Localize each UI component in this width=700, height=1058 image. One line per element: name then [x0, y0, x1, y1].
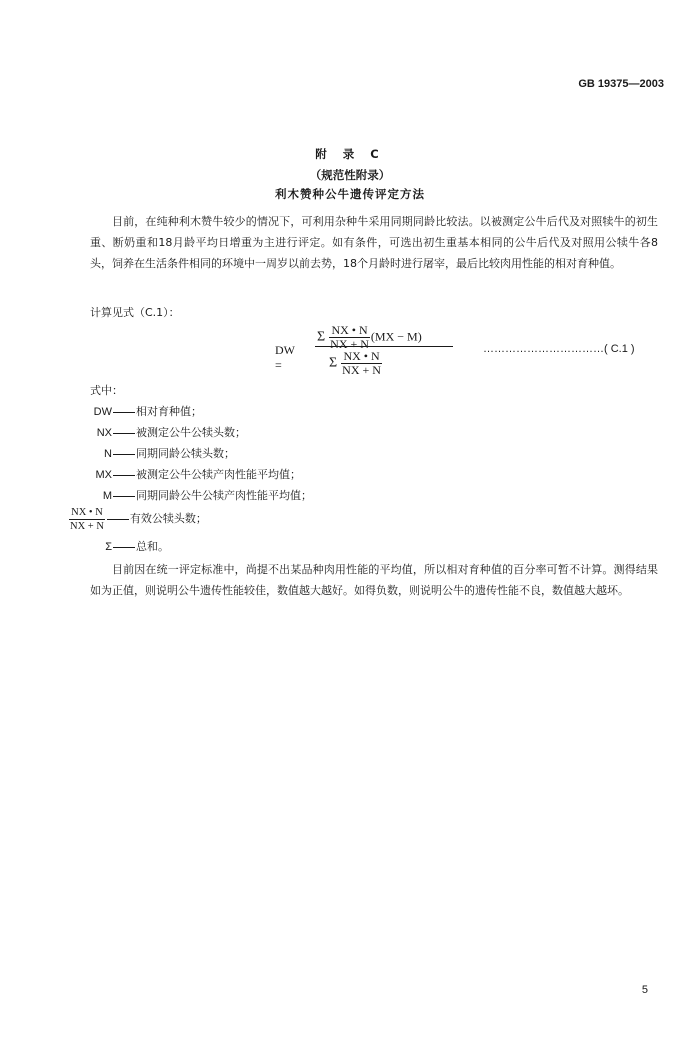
term-desc: 同期同龄公犊头数； [136, 447, 235, 460]
frac-num-top: NX • N [331, 323, 368, 337]
term-sigma [90, 538, 169, 554]
frac-den-top: NX + N [330, 337, 369, 351]
frac-num-bottom: NX • N [343, 349, 380, 363]
term-dash [113, 433, 135, 434]
formula-frac-bottom [340, 350, 383, 377]
term-desc: 被测定公牛公犊头数； [136, 426, 246, 439]
formula-eq-label: ( C.1 ) [604, 343, 635, 355]
term-symbol: NX [96, 427, 112, 439]
term-symbol: N [104, 448, 112, 460]
appendix-name: 利木赞种公牛遗传评定方法 [275, 187, 425, 201]
formula-leader [483, 343, 635, 355]
term-frac [68, 506, 106, 533]
term-symbol: MX [95, 469, 112, 481]
conclusion-paragraph: 目前因在统一评定标准中，尚提不出某品种肉用性能的平均值，所以相对育种值的百分率可暂不计算。测得结果如为正值，则说明公牛遗传性能较佳，数值越大越好。如得负数，则说明公牛的遗传性能不良，数值越大越坏。 [90, 563, 658, 597]
term-desc: 有效公犊头数； [129, 512, 207, 526]
term-effective [68, 506, 207, 533]
term-dash [113, 475, 135, 476]
formula-denominator [329, 350, 383, 377]
term-frac-num: NX • N [71, 507, 103, 518]
term-desc: 总和。 [136, 540, 169, 553]
appendix-title: 附 录 C [315, 147, 385, 161]
formula-main-bar [315, 346, 453, 347]
term-symbol: DW [93, 406, 112, 418]
frac-den-bottom: NX + N [342, 363, 381, 377]
term-desc: 被测定公牛公犊产肉性能平均值； [136, 468, 301, 481]
term-desc: 同期同龄公牛公犊产肉性能平均值； [136, 489, 312, 502]
term-dash [113, 547, 135, 548]
terms-label: 式中： [90, 384, 123, 397]
standard-code: GB 19375—2003 [578, 78, 664, 90]
term-mx [90, 466, 301, 482]
formula-sigma-top: Σ [317, 329, 326, 345]
page-number: 5 [641, 984, 648, 996]
term-dash [113, 454, 135, 455]
term-nx [90, 424, 246, 440]
term-dw [90, 403, 202, 419]
term-dash [107, 519, 129, 520]
formula-num-tail: (MX − M) [370, 329, 422, 344]
term-m [90, 487, 312, 503]
formula-lhs: DW = [275, 343, 295, 372]
term-frac-den: NX + N [70, 521, 104, 532]
term-symbol: M [102, 490, 112, 502]
term-dash [113, 412, 135, 413]
calc-intro: 计算见式（C.1）： [90, 306, 180, 319]
term-n [90, 445, 235, 461]
formula-dots: …………………………… [483, 343, 604, 355]
appendix-subtitle: （规范性附录） [309, 168, 391, 182]
term-symbol: Σ [105, 541, 112, 553]
term-dash [113, 496, 135, 497]
formula-sigma-bottom: Σ [329, 355, 338, 371]
intro-paragraph: 目前，在纯种利木赞牛较少的情况下，可利用杂种牛采用同期同龄比较法。以被测定公牛后代及对照犊牛的初生重、断奶重和18月龄平均日增重为主进行评定。如有条件，可选出初生重基本相同的公牛后代及对照用公犊牛各8头，饲养在生活条件相同的环境中一周岁以前去势，18个月龄时进行屠宰，最后比较肉用性能的相对育种值。 [90, 215, 658, 270]
term-desc: 相对育种值； [136, 405, 202, 418]
